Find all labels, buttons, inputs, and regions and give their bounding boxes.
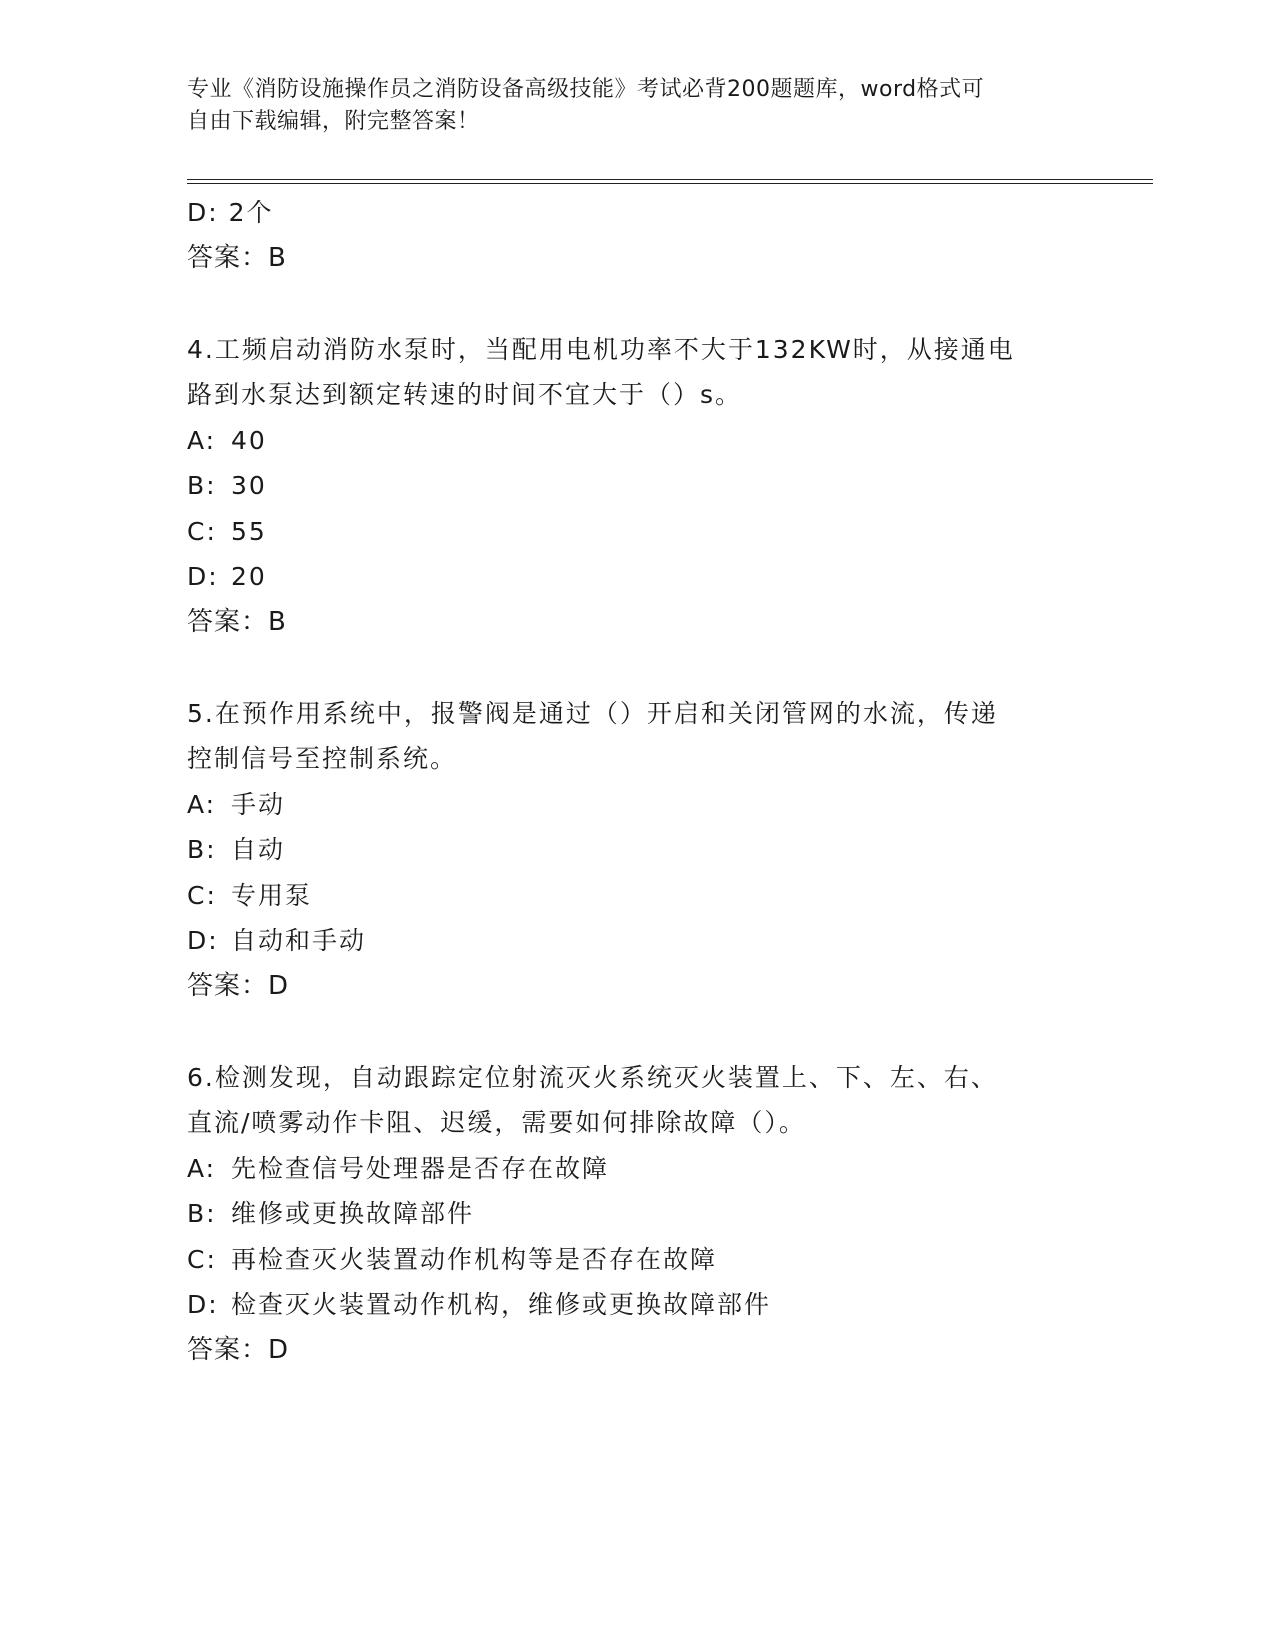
spacer [187,1009,1087,1055]
option-text: 先检查信号处理器是否存在故障 [231,1153,610,1183]
header-line-2: 自由下载编辑，附完整答案！ [187,109,480,134]
question-stem-line: 控制信号至控制系统。 [187,744,458,773]
option-label: C: [187,516,217,546]
option-d [187,918,1087,964]
option-text: 40 [231,425,267,455]
question-stem-line: 6.检测发现，自动跟踪定位射流灭火系统灭火装置上、下、左、右、 [187,1062,998,1092]
question-content [187,190,1087,1373]
option-text: 手动 [231,789,286,819]
option-b [187,463,1087,509]
option-text: 30 [231,471,267,500]
question-answer: 答案：D [187,970,290,1001]
option-c [187,873,1087,919]
option-label: A: [187,1153,217,1183]
option-label: D: [187,926,219,955]
option-text: 再检查灭火装置动作机构等是否存在故障 [231,1244,718,1274]
question-6 [187,1055,1087,1374]
option-label: B: [187,835,217,864]
question-4 [187,327,1087,646]
option-a [187,1146,1087,1192]
question-answer: 答案：D [187,1334,290,1365]
option-b [187,827,1087,873]
option-text: 20 [231,562,267,591]
option-c [187,509,1087,555]
option-label: A: [187,425,217,455]
spacer [187,645,1087,691]
carryover-answer: 答案：B [187,242,287,273]
option-label: D: [187,562,219,591]
option-text: 55 [231,516,267,546]
header-line-1: 专业《消防设施操作员之消防设备高级技能》考试必背200题题库，word格式可 [187,77,985,102]
option-label: A: [187,789,217,819]
option-label: D: [187,1290,219,1319]
spacer [187,281,1087,327]
option-c [187,1237,1087,1283]
header-divider-bottom [187,183,1153,184]
option-text: 维修或更换故障部件 [231,1199,475,1228]
question-stem-line: 4.工频启动消防水泵时，当配用电机功率不大于132KW时，从接通电 [187,334,1015,364]
question-stem-line: 5.在预作用系统中，报警阀是通过（）开启和关闭管网的水流，传递 [187,698,998,728]
option-a [187,418,1087,464]
carryover-option-d: D: 2个 [187,198,274,227]
document-header [187,74,1067,138]
option-label: C: [187,1244,217,1274]
question-answer: 答案：B [187,606,287,637]
option-a [187,782,1087,828]
option-d [187,1282,1087,1328]
option-label: B: [187,471,217,500]
question-5 [187,691,1087,1010]
question-stem-line: 路到水泵达到额定转速的时间不宜大于（）s。 [187,380,743,409]
option-label: C: [187,880,217,910]
option-b [187,1191,1087,1237]
header-divider-top [187,179,1153,180]
option-text: 专用泵 [231,880,313,910]
option-text: 自动和手动 [231,926,367,955]
option-d [187,554,1087,600]
option-label: B: [187,1199,217,1228]
option-text: 自动 [231,835,286,864]
option-text: 检查灭火装置动作机构，维修或更换故障部件 [231,1290,772,1319]
question-stem-line: 直流/喷雾动作卡阻、迟缓，需要如何排除故障（）。 [187,1108,806,1137]
